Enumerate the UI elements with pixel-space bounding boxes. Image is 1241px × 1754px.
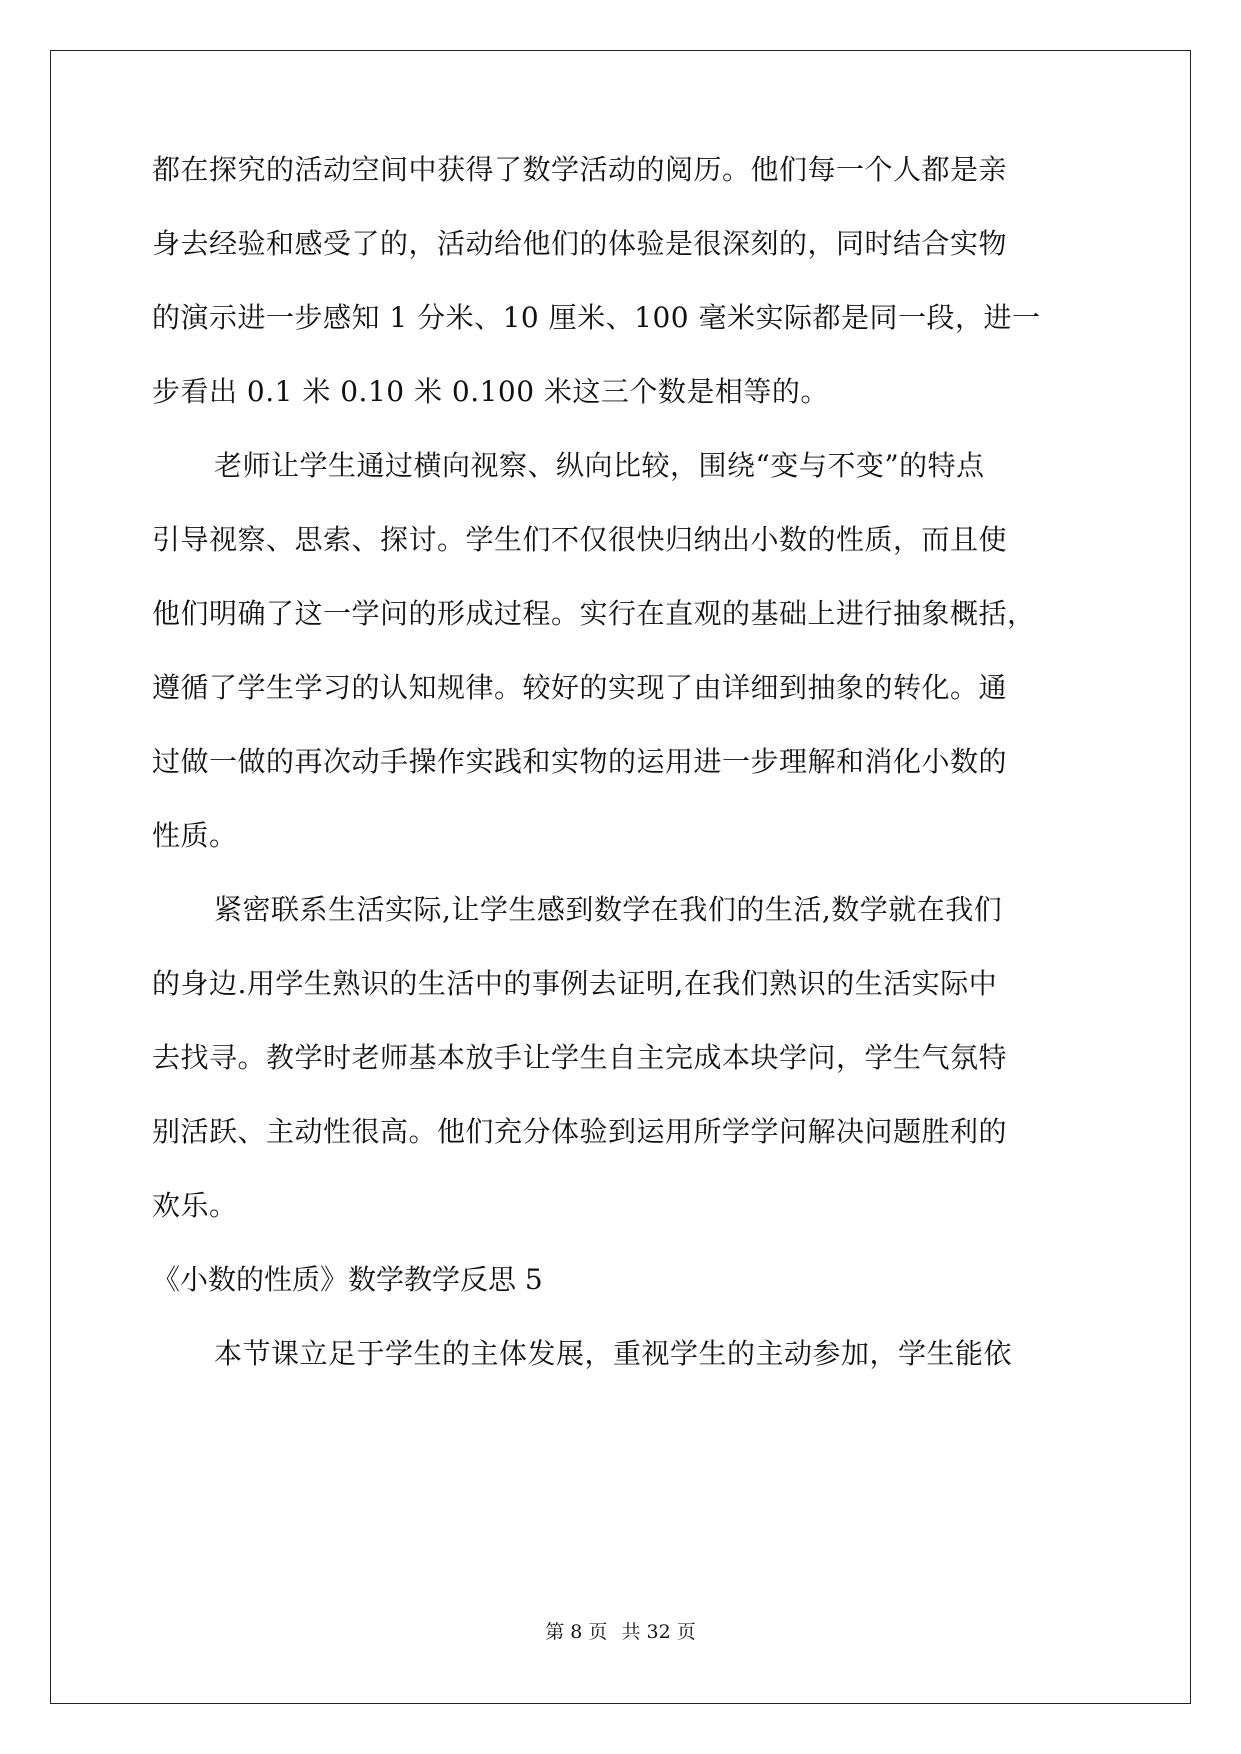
paragraph-2-line-1: 老师让学生通过横向视察、纵向比较，围绕“变与不变”的特点 <box>214 449 985 482</box>
page-number: 第 8 页 <box>545 1621 608 1643</box>
paragraph-3-line-1: 紧密联系生活实际,让学生感到数学在我们的生活,数学就在我们 <box>214 893 1003 926</box>
page-border <box>50 50 1191 1704</box>
section-heading: 《小数的性质》数学教学反思 5 <box>152 1263 543 1296</box>
paragraph-1-line-4: 步看出 0.1 米 0.10 米 0.100 米这三个数是相等的。 <box>152 375 829 408</box>
paragraph-3-line-4: 别活跃、主动性很高。他们充分体验到运用所学学问解决问题胜利的 <box>152 1115 1008 1148</box>
paragraph-2-line-5: 过做一做的再次动手操作实践和实物的运用进一步理解和消化小数的 <box>152 745 1008 778</box>
paragraph-1-line-3: 的演示进一步感知 1 分米、10 厘米、100 毫米实际都是同一段，进一 <box>152 301 1041 334</box>
page-footer <box>0 1620 1241 1644</box>
page-total: 共 32 页 <box>621 1621 696 1643</box>
paragraph-3-line-2: 的身边.用学生熟识的生活中的事例去证明,在我们熟识的生活实际中 <box>152 967 998 1000</box>
paragraph-2-line-3: 他们明确了这一学问的形成过程。实行在直观的基础上进行抽象概括， <box>152 597 1036 630</box>
paragraph-1-line-2: 身去经验和感受了的，活动给他们的体验是很深刻的，同时结合实物 <box>152 227 1008 260</box>
paragraph-2-line-6: 性质。 <box>152 819 238 852</box>
paragraph-2-line-2: 引导视察、思索、探讨。学生们不仅很快归纳出小数的性质，而且使 <box>152 523 1008 556</box>
paragraph-2-line-4: 遵循了学生学习的认知规律。较好的实现了由详细到抽象的转化。通 <box>152 671 1008 704</box>
paragraph-3-line-5: 欢乐。 <box>152 1189 238 1222</box>
paragraph-1-line-1: 都在探究的活动空间中获得了数学活动的阅历。他们每一个人都是亲 <box>152 153 1008 186</box>
paragraph-3-line-3: 去找寻。教学时老师基本放手让学生自主完成本块学问，学生气氛特 <box>152 1041 1008 1074</box>
paragraph-4-line-1: 本节课立足于学生的主体发展，重视学生的主动参加，学生能依 <box>214 1337 1013 1370</box>
